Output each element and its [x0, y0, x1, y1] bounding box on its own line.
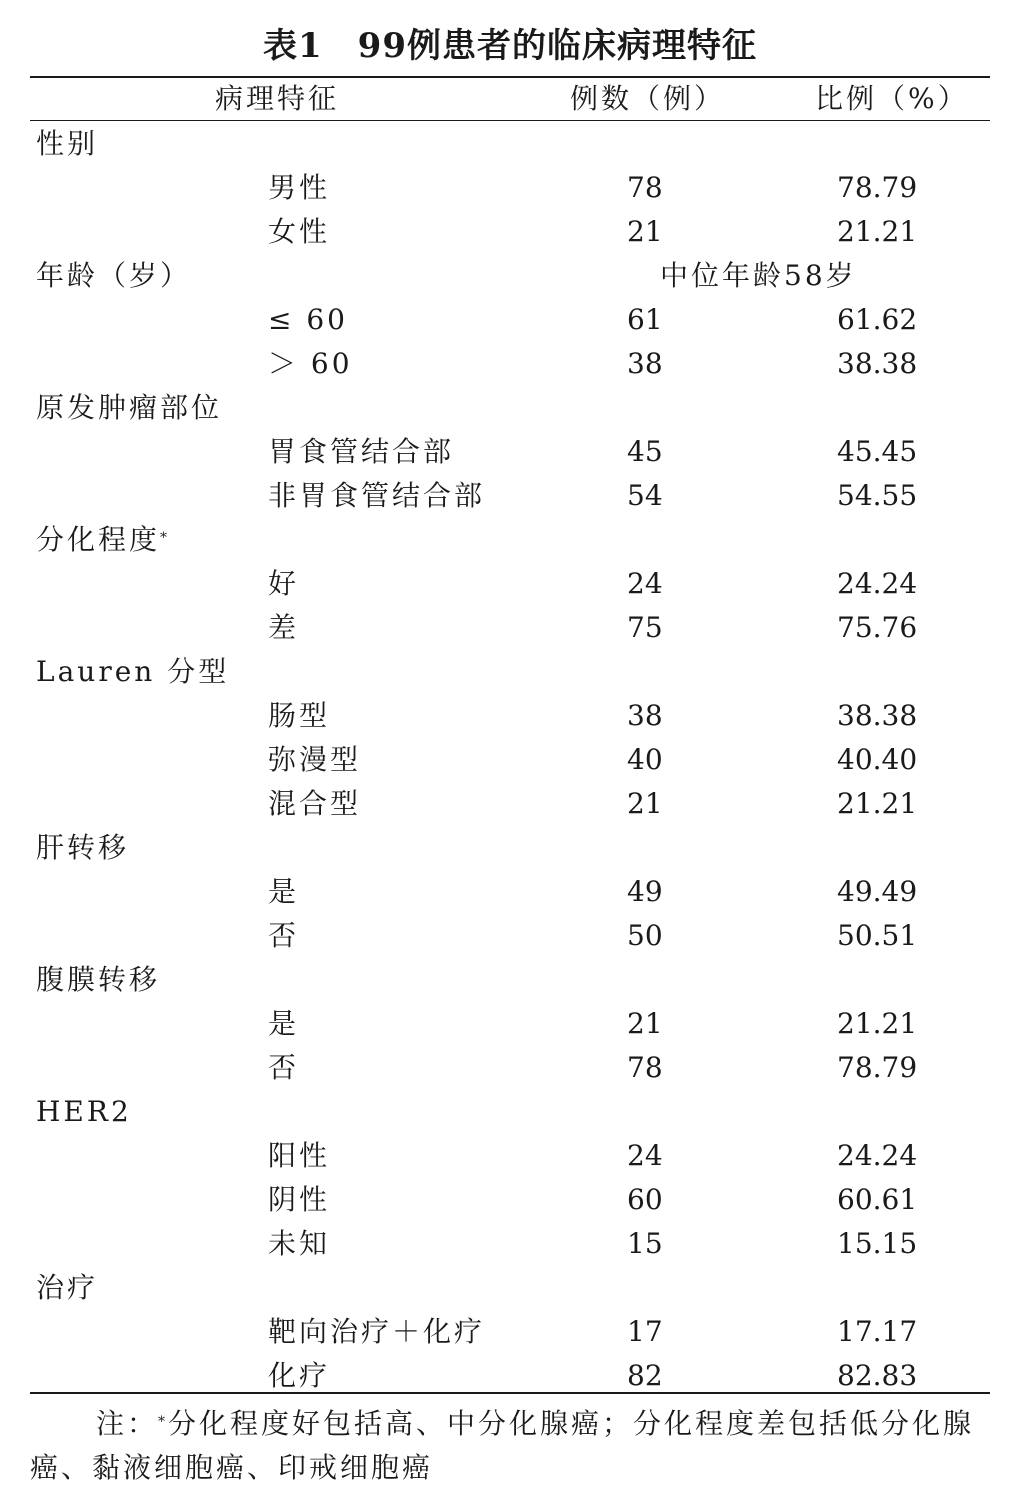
category-label — [36, 826, 129, 870]
subcategory-label: 阴性 — [268, 1183, 331, 1216]
count-cell: 15 — [627, 1227, 663, 1260]
header-feature: 病理特征 — [215, 82, 340, 115]
table-row — [30, 1222, 990, 1266]
footnote-asterisk: * — [160, 530, 171, 546]
category-label — [36, 254, 191, 298]
count-cell: 21 — [627, 215, 663, 248]
median-age: 中位年龄58岁 — [660, 259, 857, 292]
count-cell: 45 — [627, 435, 663, 468]
ratio-cell: 21.21 — [837, 1007, 918, 1040]
ratio-cell: 38.38 — [837, 699, 918, 732]
category-label — [36, 518, 170, 562]
category-row — [30, 254, 990, 298]
category-row — [30, 826, 990, 870]
table-row — [30, 298, 990, 342]
category-text: 分化程度 — [36, 523, 161, 556]
subcategory-label: 男性 — [268, 171, 331, 204]
subcategory-label: 化疗 — [268, 1359, 331, 1392]
count-cell: 50 — [627, 919, 663, 952]
subcategory-label: 是 — [268, 1007, 300, 1040]
count-cell: 82 — [627, 1359, 663, 1392]
ratio-cell: 60.61 — [837, 1183, 918, 1216]
count-cell: 60 — [627, 1183, 663, 1216]
count-cell: 61 — [627, 303, 663, 336]
ratio-cell: 24.24 — [837, 567, 918, 600]
category-label — [36, 122, 98, 166]
subcategory-label: 是 — [268, 875, 300, 908]
category-label — [36, 1266, 98, 1310]
ratio-cell: 78.79 — [837, 1051, 918, 1084]
table-row — [30, 342, 990, 386]
ratio-cell: 75.76 — [837, 611, 918, 644]
category-label — [36, 958, 160, 1002]
ratio-cell: 61.62 — [837, 303, 918, 336]
category-label — [36, 650, 229, 694]
count-cell: 21 — [627, 1007, 663, 1040]
ratio-cell: 17.17 — [837, 1315, 918, 1348]
header-ratio: 比例（%） — [815, 82, 969, 115]
count-cell: 24 — [627, 1139, 663, 1172]
category-row — [30, 650, 990, 694]
category-label — [36, 1090, 132, 1134]
table-title: 表1 99例患者的临床病理特征 — [263, 26, 757, 66]
category-row — [30, 518, 990, 562]
category-row — [30, 122, 990, 166]
count-cell: 38 — [627, 347, 663, 380]
count-cell: 21 — [627, 787, 663, 820]
ratio-cell: 21.21 — [837, 787, 918, 820]
subcategory-label: 靶向治疗＋化疗 — [268, 1315, 486, 1348]
category-text: 原发肿瘤部位 — [36, 391, 223, 424]
subcategory-label: 差 — [268, 611, 300, 644]
table-row — [30, 870, 990, 914]
count-cell: 75 — [627, 611, 663, 644]
table-row — [30, 210, 990, 254]
category-text: 年龄（岁） — [36, 259, 192, 292]
subcategory-label: 肠型 — [268, 699, 331, 732]
category-row — [30, 1090, 990, 1134]
count-cell: 78 — [627, 171, 663, 204]
ratio-cell: 15.15 — [837, 1227, 918, 1260]
category-text: HER2 — [36, 1095, 132, 1128]
category-text: 腹膜转移 — [36, 963, 161, 996]
subcategory-label: ＞ 60 — [268, 347, 353, 380]
count-cell: 78 — [627, 1051, 663, 1084]
ratio-cell: 21.21 — [837, 215, 918, 248]
subcategory-label: 混合型 — [268, 787, 362, 820]
table-row — [30, 738, 990, 782]
category-text: 性别 — [36, 127, 99, 160]
table-row — [30, 1178, 990, 1222]
subcategory-label: 弥漫型 — [268, 743, 362, 776]
count-cell: 54 — [627, 479, 663, 512]
header-count: 例数（例） — [570, 82, 726, 115]
subcategory-label: ≤ 60 — [268, 303, 348, 336]
ratio-cell: 40.40 — [837, 743, 918, 776]
note-asterisk: * — [158, 1414, 169, 1430]
subcategory-label: 好 — [268, 567, 300, 600]
table-row — [30, 694, 990, 738]
table-header — [30, 78, 990, 120]
table-row — [30, 1310, 990, 1354]
count-cell: 38 — [627, 699, 663, 732]
ratio-cell: 78.79 — [837, 171, 918, 204]
count-cell: 24 — [627, 567, 663, 600]
ratio-cell: 54.55 — [837, 479, 918, 512]
table-row — [30, 1002, 990, 1046]
bottom-rule — [30, 1392, 990, 1394]
ratio-cell: 45.45 — [837, 435, 918, 468]
ratio-cell: 50.51 — [837, 919, 918, 952]
category-row — [30, 386, 990, 430]
header-rule — [30, 120, 990, 121]
table-row — [30, 914, 990, 958]
table-row — [30, 606, 990, 650]
table-row — [30, 474, 990, 518]
subcategory-label: 胃食管结合部 — [268, 435, 455, 468]
table-note — [30, 1402, 992, 1490]
category-text: 肝转移 — [36, 831, 130, 864]
note-text: 分化程度好包括高、中分化腺癌；分化程度差包括低分化腺癌、黏液细胞癌、印戒细胞癌 — [30, 1407, 975, 1484]
subcategory-label: 否 — [268, 919, 300, 952]
table-body — [30, 122, 990, 1398]
category-text: Lauren 分型 — [36, 655, 230, 688]
table-row — [30, 1134, 990, 1178]
count-cell: 40 — [627, 743, 663, 776]
table-row — [30, 1046, 990, 1090]
category-row — [30, 958, 990, 1002]
subcategory-label: 否 — [268, 1051, 300, 1084]
table-row — [30, 430, 990, 474]
table-row — [30, 782, 990, 826]
table-row — [30, 166, 990, 210]
subcategory-label: 女性 — [268, 215, 331, 248]
note-prefix: 注： — [96, 1407, 159, 1440]
ratio-cell: 24.24 — [837, 1139, 918, 1172]
ratio-cell: 82.83 — [837, 1359, 918, 1392]
table-row — [30, 562, 990, 606]
subcategory-label: 非胃食管结合部 — [268, 479, 486, 512]
category-row — [30, 1266, 990, 1310]
count-cell: 17 — [627, 1315, 663, 1348]
ratio-cell: 49.49 — [837, 875, 918, 908]
count-cell: 49 — [627, 875, 663, 908]
ratio-cell: 38.38 — [837, 347, 918, 380]
subcategory-label: 未知 — [268, 1227, 331, 1260]
category-text: 治疗 — [36, 1271, 99, 1304]
category-label — [36, 386, 222, 430]
subcategory-label: 阳性 — [268, 1139, 331, 1172]
